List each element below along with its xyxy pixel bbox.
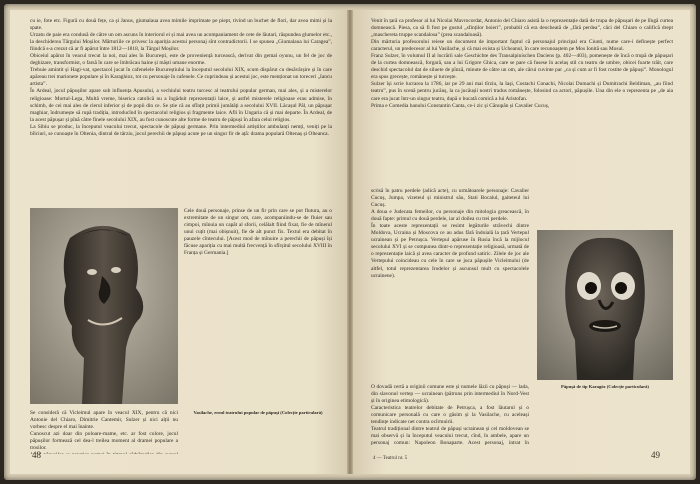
vasilache-puppet-image — [30, 208, 178, 404]
left-text-mid: Cele două personaje, prinse de un fir prin care se pot flutura, au o extremitate de un singur om, care, acompaniindu-se de fluier sau cimpoi, mînuia un capăt al sforii, celălalt fiind fixat, fie de mînerul unui cuțit (mai obișnuit), fie de alt punct fix. Textul era debitat în pauzele cîntecului. [Acest mod de mînuire a perechii de păpuși își făcuse apariția cu mai multă frecvență în sfîrșitul secolului XVIII în Franța și Germania.] — [184, 208, 332, 257]
right-text-bottom: O dovadă certă a originii comune este și numele lăzii cu păpuși — lada, din slavonul vertep — ucrainean (pătruns prin intermediul în Nord-Vest și în originea etimologică). Caracteristica teatrelor debitate de Petrușca, a fost lăutarul și o comunicare personală cu care o găsim și la Vasilache, cu aceleași tendințe indicate net contra ocîrmuirii. Teatrul tradițional dintre teatrul de păpuși ucrainean și cel moldovean se mai observă și la începutul veacului trecut, cînd, în ambele, apare un personaj comun: Napoleon Bonaparte. Acest personaj, intrat în — [371, 384, 529, 446]
book-spread — [4, 4, 696, 480]
left-page-number: 48 — [32, 450, 41, 460]
right-text-top: Venit în țară ca profesor al lui Nicolai Mavrocordat, Antonio del Chiaro asistă la o reprezentație dată de trupa de păpușari de pe lîngă curtea domnească. Piesa, ca să fi fost pe gustul „sfinților boieri”, probabil că era deocheată de „fără perdea”, căci del Chiaro o califică drept „maschereta truppe scandalosa” (prea scandaloasă). Din mărturia profesorului reiese un document de important faptul că personajul principal era Ciunti, nume care-i definește perfect caracterul, un predecesor al lui Vasilache, și că mai exista și Ucheanul, în care recunoaștem pe Mos Ionită sau Mosul. Franz Sulzer, în volumul II al lucrării sale Geschichte des Transalpinischen Daciens (p. 402—403), pomenește de încă o trupă de păpușari de la curtea domnească, forgară, sau a lui Grigore Ghica, care se pare că fusese în acelaș stil cu teatru de umbre, obicei foarte trăit, care deschid spectacolul dat de siluete de pînză, minute de către un om, ale cărui cuvinte par „ca și cum ar fi fost rostite de păpuși”. Monologul era spus grecește, românește și turcește. Sulzer își scrie lucrarea la 1786, iar pe 29 ani mai tîrziu, la Iași, Costachi Conachi, Nicolai Dumachi și Dumitrachi Beldiman, „au fiind teatru”, pus în scenă pentru jucăuș, la ca jucăușii nostri tradus românește, folosind ca actori, păpușile. Una din ele o reprezenta pe „de aia care era jucat într-un singur teatru, după o bucată comică a lui Aristofan. Prima e Comedia banului Constantin Canta, ce-i zic și Cănupăn și Cavalier Cucuș, — [371, 18, 673, 109]
right-text-mid: scrisă în patru perdele (adică acte), cu următoarele personaje: Cavalier Cucuș, Jumpa, vizeteul și ministrul său, Stati Bocalul, gaiteteul lui Cucuș. A doua e Judecata femeilor, cu personaje din mitologia greacească, în două fapte: primul cu două perdele, iar al doilea cu trei perdele. În toate aceste reprezentații se resimt legăturile străvechi dintre Moldova, Ucraina și Moscova ce au adus fără îndoială la țară Vertepul ucrainean și pe Petrușca. Vertepul apăruse în Rusia încă la mijlocul secolului XVI și se compunea dintr-o reprezentație religioasă, urmată de o reprezentație laică și avea caracter de profund satiric. Zilele de joc ale Vertepului coincideau cu cele în care se juca păpușile Vicleimului (de altfel, totul reprezentarea Irodelor și ascunsul mult cu spectacolele ucrainene). — [371, 188, 529, 279]
right-footer-note: 4 — Teatrul nr. 5 — [373, 456, 408, 461]
left-text-bottom: Se consideră că Vicleimul apare în veacul XIX, pentru că nici Antonie del Chiaro, Dimitrie Cantemir, Sulzer și nici alții nu vorbesc despre el mai înainte. Cunoscut azi doar din poloare-mame, etc. ar fost colore, jocul păpușilor formează cel dea-l treilea moment al dramei populare a trosilor. — [30, 410, 178, 452]
vasilache-puppet-photo — [30, 208, 178, 404]
right-page-number: 49 — [651, 450, 660, 460]
left-photo-caption: Vasilache, eroul teatrului popular de păpuși (Colecție particulară) — [193, 410, 323, 415]
left-text-top: cu ie, fote etc. Figură cu două fețe, ca și Janus, giumalaua avea mimile imprimate pe piept, tivind un buchet de flori, dar avea mimi și la spate. Urzatu de paie era condusă de către un om ascuns în interiorul ei și mai avea un acompaniament de cete de lăutari, răspundea glumelor etc., la deschiderea Târgului Moșilor. Mărturiile ce privesc la apariția acestui personaj sînt contradictorii. I se spunea „Giumalaua lui Caragea”, fiindcă s-a crezut că ar fi apărut între 1812—1818, la Târgul Moșilor. Obiceiul apărut în veacul trecut la noi, mai ales în București, este de proveniență turcească, derivat din gemal oyunu, un fel de joc de deghizare, transformist, o farsă în care se îmbrăcau haine și măști umane enorme. Trebuie amintit și Hagi-vat, spectacol jucat în cafenelele Bucureștiului la începutul secolului XIX, scum dispărut cu desăvârșire și în care apăreau trei marionete populare și în Karaghioz, tot cu personaje în cafenele. Ce cuprindeau și acestui joc, este menționat un toreceri „Iancu artista”. În Ardeal, jocul păpușilor apare sub influența Apusului, a vechiului teatru turcesc al teatrului popular german, mai ales, și a misterelor religioase: Mortul-Lega, Multă vreme, biserica catolică nu a îngăduit reprezentații laice, și astfel misterele religioase erau admise, în schimb, de cei mai ales de clerul inferior și de popii din ce. Se știe că au sfînțit primii jumătăți a secolului XVII. Lăcașul Pâl, un păpușar maghiar, îndrumește să rupă tradiția, introducînd în spectacolul religios și fragmente laice. Afli în Ungaria că și mai departe. În Ardeal, de la acest păpușar și pînă către finele secolului XIX, au fost cunoscute alte forme de teatru de păpuși în afara celui religios. La Sibiu se produc, la începutul veacului trecut, spectacole de păpuși germane. Prin intermediul artiștilor ambulanți nemți, veniți pe la bîlciuri, se cunoaște în Oltenia, dintral de târziu, jocul perechii de păpuși acute pe un singur fir de ață: drama populară Oltenaș și Olteanca. — [30, 18, 332, 137]
right-page — [353, 10, 690, 474]
karagoz-puppet-image — [537, 230, 673, 380]
right-photo-caption: Păpușă de tip Karagöz (Colecție particulară) — [561, 384, 649, 389]
karagoz-puppet-photo — [537, 230, 673, 380]
left-page — [10, 10, 347, 474]
